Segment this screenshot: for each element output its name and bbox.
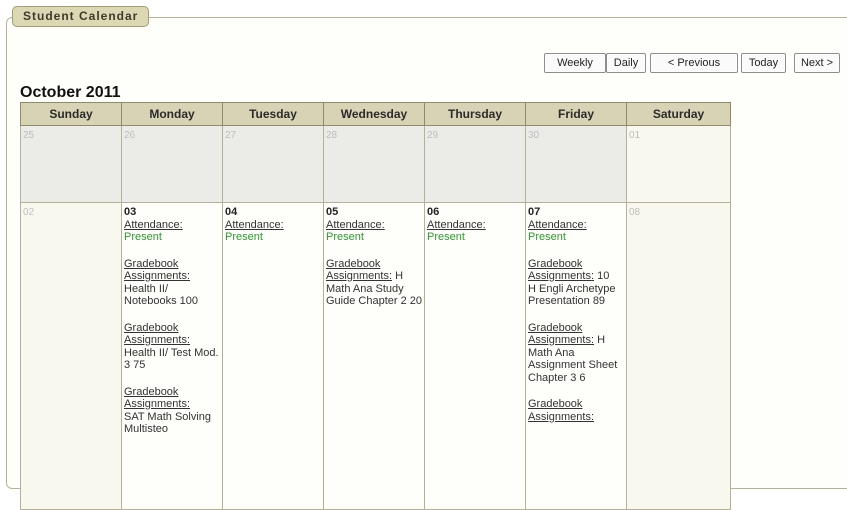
day-cell-oct-08[interactable] (627, 203, 731, 510)
attendance-link[interactable]: Attendance: (124, 218, 183, 231)
month-title: October 2011 (20, 84, 121, 101)
day-cell-oct-04[interactable] (223, 203, 324, 510)
day-cell-sep-30[interactable] (526, 126, 627, 203)
today-button[interactable]: Today (741, 53, 786, 73)
next-button[interactable]: Next > (794, 53, 840, 73)
week-row-2 (21, 203, 731, 510)
day-cell-sep-28[interactable] (324, 126, 425, 203)
gradebook-assignments-link[interactable]: Gradebook Assignments: (124, 257, 191, 282)
day-cell-oct-06[interactable] (425, 203, 526, 510)
weekly-button[interactable]: Weekly (544, 53, 606, 73)
gradebook-assignments-link[interactable]: Gradebook (528, 321, 583, 334)
attendance-status: Present (225, 231, 263, 243)
assignment-item: Math Ana Assignment Sheet Chapter 3 6 (528, 346, 618, 384)
gradebook-assignments-link[interactable]: Gradebook Assignments: (124, 321, 191, 346)
attendance-link[interactable]: Attendance: (528, 218, 587, 231)
assignment-item: Health II/ Notebooks 100 (124, 282, 198, 307)
day-number: 06 (427, 206, 440, 218)
attendance-status: Present (427, 231, 465, 243)
day-number: 05 (326, 206, 339, 218)
assignment-entry (528, 334, 624, 347)
day-number: 08 (629, 207, 641, 218)
daily-button[interactable]: Daily (606, 53, 646, 73)
attendance-link[interactable]: Attendance: (326, 218, 385, 231)
assignment-item: Math Ana Study Guide Chapter 2 20 (326, 282, 423, 307)
weekday-header-thursday: Thursday (425, 103, 526, 126)
gradebook-assignments-link[interactable]: Assignments: (528, 270, 595, 282)
day-cell-sep-25[interactable] (21, 126, 122, 203)
assignment-item: H (395, 270, 404, 282)
day-cell-oct-05[interactable] (324, 203, 425, 510)
assignment-entry (326, 270, 422, 283)
assignment-entry (528, 270, 624, 283)
day-number: 28 (326, 130, 338, 141)
day-number: 30 (528, 130, 540, 141)
weekday-header-monday: Monday (122, 103, 223, 126)
day-number: 27 (225, 130, 237, 141)
previous-button[interactable]: < Previous (650, 53, 738, 73)
day-number: 02 (23, 207, 35, 218)
gradebook-assignments-link[interactable]: Gradebook (528, 398, 583, 410)
day-cell-sep-26[interactable] (122, 126, 223, 203)
attendance-link[interactable]: Attendance: (225, 218, 284, 231)
day-cell-oct-01[interactable] (627, 126, 731, 203)
assignment-item: H Engli Archetype Presentation 89 (528, 282, 616, 307)
assignment-item: 10 (597, 270, 610, 282)
gradebook-assignments-link[interactable]: Assignments: (528, 410, 595, 423)
day-number: 04 (225, 206, 238, 218)
assignment-item: Health II/ Test Mod. 3 75 (124, 346, 219, 371)
gradebook-assignments-link[interactable]: Assignments: (528, 334, 595, 346)
assignment-item: SAT Math Solving Multisteo (124, 410, 212, 435)
weekday-header-wednesday: Wednesday (324, 103, 425, 126)
assignment-item: H (597, 334, 606, 346)
day-number: 26 (124, 130, 136, 141)
calendar-grid (20, 102, 731, 510)
weekday-header-friday: Friday (526, 103, 627, 126)
day-number: 01 (629, 130, 641, 141)
panel-title: Student Calendar (12, 6, 149, 27)
attendance-status: Present (528, 231, 566, 243)
weekday-header-sunday: Sunday (21, 103, 122, 126)
day-cell-sep-29[interactable] (425, 126, 526, 203)
week-row-1 (21, 126, 731, 203)
day-number: 07 (528, 206, 541, 218)
attendance-link[interactable]: Attendance: (427, 218, 486, 231)
day-number: 29 (427, 130, 439, 141)
gradebook-assignments-link[interactable]: Gradebook (528, 257, 583, 270)
day-cell-oct-02[interactable] (21, 203, 122, 510)
attendance-status: Present (124, 231, 162, 243)
day-cell-sep-27[interactable] (223, 126, 324, 203)
day-number: 03 (124, 206, 137, 218)
attendance-status: Present (326, 231, 364, 243)
weekday-header-row (21, 103, 731, 126)
day-cell-oct-03[interactable] (122, 203, 223, 510)
gradebook-assignments-link[interactable]: Gradebook (326, 257, 381, 270)
weekday-header-saturday: Saturday (627, 103, 731, 126)
day-cell-oct-07[interactable] (526, 203, 627, 510)
weekday-header-tuesday: Tuesday (223, 103, 324, 126)
gradebook-assignments-link[interactable]: Gradebook Assignments: (124, 385, 191, 410)
day-number: 25 (23, 130, 35, 141)
gradebook-assignments-link[interactable]: Assignments: (326, 270, 393, 282)
